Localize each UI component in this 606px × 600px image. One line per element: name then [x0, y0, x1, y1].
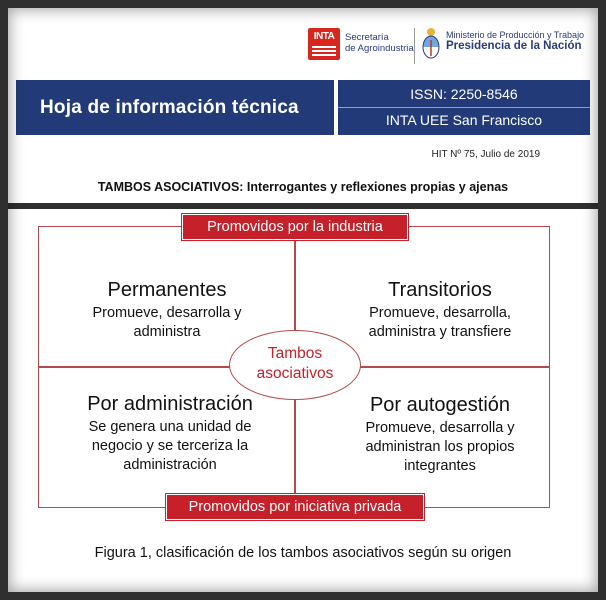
- quadrant-title: Por autogestión: [369, 394, 511, 416]
- title-subtitle: Interrogantes y reflexiones propias y ajenas: [243, 180, 509, 194]
- center-label-line2: asociativos: [256, 365, 334, 382]
- uee-text: INTA UEE San Francisco: [385, 112, 543, 128]
- quadrant-por-autogestion: [340, 393, 540, 476]
- secretaria-line2: de Agroindustria: [345, 43, 414, 54]
- inta-logo-text: INTA: [313, 31, 335, 42]
- inta-logo: [308, 28, 340, 60]
- section-divider: [8, 203, 598, 209]
- header-logos: [308, 26, 588, 70]
- quadrant-title: Permanentes: [107, 279, 227, 301]
- center-label-line1: Tambos: [267, 345, 323, 362]
- quadrant-description: Promueve, desarrolla y administra: [92, 305, 242, 340]
- secretaria-label: [345, 32, 414, 54]
- center-ellipse: [229, 330, 361, 400]
- ministerio-label: [446, 30, 584, 52]
- hit-number: HIT Nº 75, Julio de 2019: [431, 149, 540, 160]
- ministerio-text: Ministerio de Producción y Trabajo: [446, 30, 585, 40]
- figure-caption: Figura 1, clasificación de los tambos asociativos según su origen: [94, 545, 512, 561]
- quadrant-description: Se genera una unidad de negocio y se terceriza la administración: [88, 419, 252, 473]
- hoja-title: Hoja de información técnica: [40, 97, 299, 118]
- logo-divider: [414, 28, 415, 64]
- top-banner: Promovidos por la industria: [182, 214, 408, 240]
- secretaria-line1: Secretaría: [345, 32, 389, 43]
- quadrant-por-administracion: [60, 392, 280, 475]
- document-title: [0, 180, 606, 194]
- title-topic: TAMBOS ASOCIATIVOS:: [97, 180, 244, 194]
- quadrant-description: Promueve, desarrolla, administra y transfiere: [368, 305, 512, 340]
- quadrant-permanentes: [62, 278, 272, 342]
- presidencia-text: Presidencia de la Nación: [446, 40, 582, 52]
- quadrant-title: Por administración: [87, 393, 253, 415]
- bottom-banner: Promovidos por iniciativa privada: [166, 494, 424, 520]
- quadrant-title: Transitorios: [388, 279, 492, 301]
- quadrant-description: Promueve, desarrolla y administran los propios integrantes: [365, 420, 515, 474]
- quadrant-transitorios: [340, 278, 540, 342]
- hoja-title-band: [16, 80, 334, 135]
- national-shield-icon: [420, 26, 442, 62]
- band-divider: [338, 107, 590, 108]
- issn-text: ISSN: 2250-8546: [410, 86, 518, 102]
- issn-band: [338, 80, 590, 135]
